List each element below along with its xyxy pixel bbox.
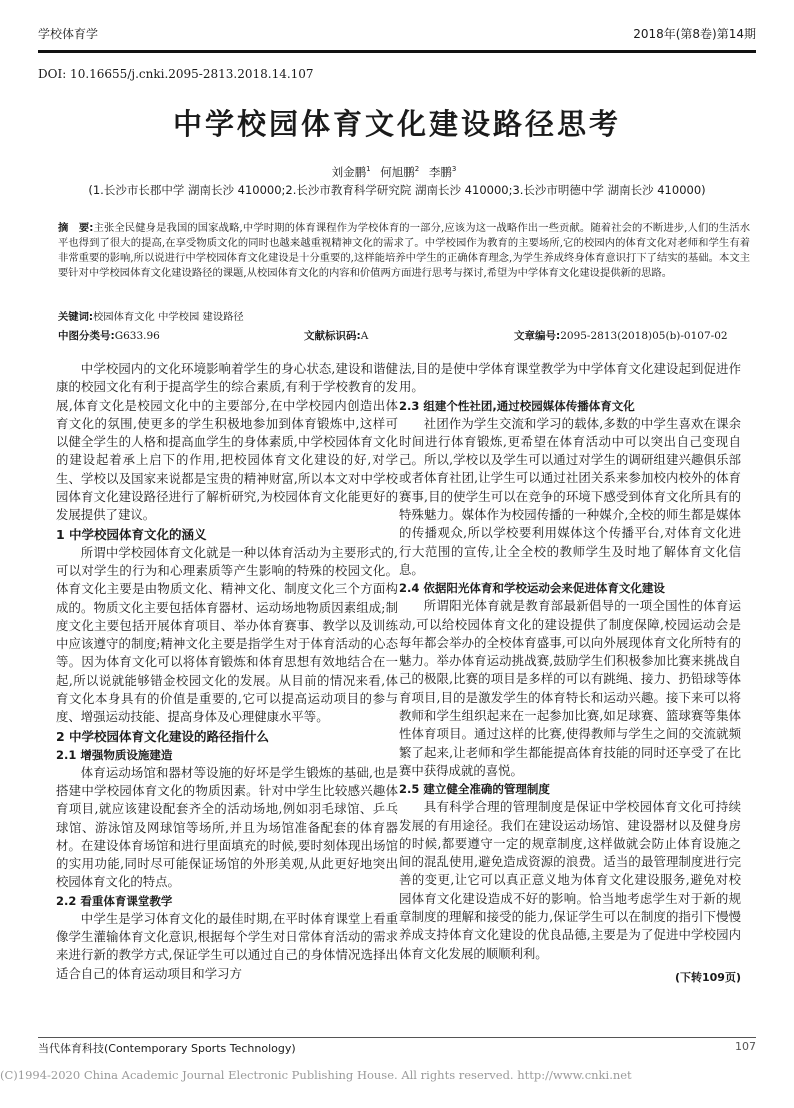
journal-name: 当代体育科技(Contemporary Sports Technology) bbox=[38, 1042, 296, 1055]
section-2-3-paragraph: 社团作为学生交流和学习的载体,多数的中学生喜欢在课余时间进行体育锻炼,更希望在体育活动中可以突出自己变现自己。所以,学校以及学生可以通过对学生的调研组建兴趣俱乐部或者体育社团,让学生可以通过社团关系来参加校内校外的体育赛事,目的使学生可以在竞争的环境下感受到体育文化所具有的特殊魅力。媒体作为校园传播的一种媒介,全校的师生都是媒体的传播观众,所以学校要利用媒体这个传播平台,对体育文化进行大范围的宣传,让全全校的教师学生及时地了解体育文化信息。 bbox=[399, 415, 741, 577]
section-2-5-paragraph: 具有科学合理的管理制度是保证中学校园体育文化可持续发展的有用途径。我们在建设运动场馆、建设器材以及健身房的时候,都要遵守一定的规章制度,这样做就会防止体育设施之间的混乱使用,避免造成资源的浪费。适当的最管理制度进行完善的变更,让它可以真正意义地为体育文化建设服务,避免对校园体育文化建设造成不好的影响。恰当地考虑学生对于新的规章制度的理解和接受的能力,保证学生可以在制度的指引下慢慢养成支持体育文化建设的优良品德,主要是为了促进中学校园内体育文化发展的顺顺利利。 bbox=[399, 799, 741, 961]
author-affil-mark: 3 bbox=[451, 165, 457, 174]
issue-info: 2018年(第8卷)第14期 bbox=[633, 27, 756, 41]
section-2-2-paragraph-continued: 法,目的是使中学体育课堂教学为中学体育文化建设起到促进作用。 bbox=[399, 361, 741, 395]
page-number: 107 bbox=[735, 1040, 756, 1053]
section-2-heading: 2 中学校园体育文化建设的路径指什么 bbox=[56, 728, 270, 744]
section-2-4-heading: 2.4 依据阳光体育和学校运动会来促进体育文化建设 bbox=[399, 581, 665, 596]
copyright-notice: (C)1994-2020 China Academic Journal Electronic Publishing House. All rights reserved. http://www.cnki.net bbox=[0, 1068, 632, 1082]
section-1-paragraph: 所谓中学校园体育文化就是一种以体育活动为主要形式的,可以对学生的行为和心理素质等产生影响的特殊的校园文化。体育文化主要是由物质文化、精神文化、制度文化三个方面构成的。物质文化主要包括体育器材、运动场地物质因素组成;制度文化主要包括开展体育项目、举办体育赛事、教学以及训练中应该遵守的制度;精神文化主要是指学生对于体育活动的心态等。因为体育文化可以将体育锻炼和体育思想有效地结合在一起,所以说就能够错金校园文化的发展。从目前的情况来看,体育文化本身具有的价值是重要的,它可以提高运动项目的参与度、增强运动技能、提高身体及心理健康水平等。 bbox=[56, 544, 398, 725]
section-2-2-heading: 2.2 看重体育课堂教学 bbox=[56, 893, 173, 908]
article-number: 文章编号:2095-2813(2018)05(b)-0107-02 bbox=[514, 330, 728, 342]
section-2-2-paragraph: 中学生是学习体育文化的最佳时期,在平时体育课堂上看重像学生灌输体育文化意识,根据每个学生对日常体育活动的需求来进行新的教学方式,保证学生可以通过自己的身体情况选择出适合自己的体育运动项目和学习方 bbox=[56, 910, 398, 981]
author-list bbox=[0, 164, 794, 180]
section-2-3-heading: 2.3 组建个性社团,通过校园媒体传播体育文化 bbox=[399, 398, 635, 413]
section-2-4-paragraph: 所谓阳光体育就是教育部最新倡导的一项全国性的体育运动,可以给校园体育文化的建设提供了制度保障,校园运动会是每年都会举办的全校体育盛事,可以向外展现体育文化所特有的魅力。举办体育运动挑战赛,鼓励学生们积极参加比赛来挑战自己的极限,比赛的项目是多样的可以有跳绳、接力、扔铅球等体育项目,目的是激发学生的体育特长和运动兴趣。接下来可以将教师和学生组织起来在一起参加比赛,如足球赛、篮球赛等集体性体育项目。通过这样的比赛,使得教师与学生之间的交流就频繁了起来,让老师和学生都能提高体育技能的同时还享受了在比赛中获得成就的喜悦。 bbox=[399, 598, 741, 778]
author: 刘金鹏 bbox=[331, 165, 367, 179]
section-2-5-heading: 2.5 建立健全准确的管理制度 bbox=[399, 782, 550, 797]
classification-row bbox=[58, 328, 750, 344]
footer-rule bbox=[38, 1037, 756, 1038]
doi[interactable]: DOI: 10.16655/j.cnki.2095-2813.2018.14.107 bbox=[38, 67, 314, 81]
keywords bbox=[58, 308, 750, 323]
author-affil-mark: 2 bbox=[414, 165, 420, 174]
affiliations: (1.长沙市长郡中学 湖南长沙 410000;2.长沙市教育科学研究院 湖南长沙 410000;3.长沙市明德中学 湖南长沙 410000) bbox=[88, 183, 706, 197]
body-column-left bbox=[56, 360, 398, 983]
body-column-right bbox=[399, 360, 741, 987]
section-1-heading: 1 中学校园体育文化的涵义 bbox=[56, 526, 207, 542]
abstract-text: 主张全民健身是我国的国家战略,中学时期的体育课程作为学校体育的一部分,应该为这一战略作出一些贡献。随着社会的不断进步,人们的生活水平也得到了很大的提高,在享受物质文化的同时也越来越重视精神文化的需求了。中学校园作为教育的主要场所,它的校园内的体育文化对老师和学生有着非常重要的影响,所以说进行中学校园体育文化建设是十分重要的,这样能培养中学生的正确体育理念,为学生养成终身体育意识打下了结实的基础。本文主要针对中学校园体育文化建设路径的课题,从校园体育文化的内容和价值两方面进行思考与探讨,希望为中学体育文化建设提供新的思路。 bbox=[58, 222, 750, 279]
journal-section: 学校体育学 bbox=[38, 27, 99, 41]
abstract-label: 摘 要: bbox=[58, 222, 94, 234]
running-header bbox=[38, 25, 756, 45]
section-2-1-heading: 2.1 增强物质设施建造 bbox=[56, 747, 173, 762]
running-footer bbox=[38, 1040, 756, 1056]
section-2-1-paragraph: 体育运动场馆和器材等设施的好坏是学生锻炼的基础,也是搭建中学校园体育文化的物质因素。针对中学生比较感兴趣体育项目,就应该建设配套齐全的活动场地,例如羽毛球馆、乒乓球馆、游泳馆及网球馆等场所,并且为场馆准备配套的体育器材。在建设体育场馆和进行里面填充的时候,要时刻体现出场馆的实用功能,同时尽可能保证场馆的外形美观,从此更好地突出校园体育文化的特点。 bbox=[56, 764, 398, 890]
clc-number: 中图分类号:G633.96 bbox=[58, 330, 160, 342]
intro-paragraph: 中学校园内的文化环境影响着学生的身心状态,建设和谐健康的校园文化有利于提高学生的综合素质,有利于学校教育的发展,体育文化是校园文化中的主要部分,在中学校园内创造出体育文化的氛围,使更多的学生积极地参加到体育锻炼中,这样可以健全学生的人格和提高血学生的身体素质,中学校园体育文化的建设起着承上启下的作用,把校园体育文化建设的好,对学生、学校以及国家来说都是宝贵的精神财富,所以本文对中学校园体育文化建设路径进行了解析研究,为校园体育文化能更好的发展提供了建议。 bbox=[56, 361, 398, 523]
keywords-text: 校园体育文化 中学校园 建设路径 bbox=[93, 311, 244, 323]
document-code: 文献标识码:A bbox=[304, 330, 369, 342]
continued-note: (下转109页) bbox=[674, 970, 741, 984]
author: 何旭鹏 bbox=[380, 165, 415, 179]
author: 李鹏 bbox=[428, 165, 452, 179]
abstract bbox=[58, 221, 750, 281]
article-title: 中学校园体育文化建设路径思考 bbox=[172, 107, 621, 141]
header-rule bbox=[38, 50, 756, 53]
keywords-label: 关键词: bbox=[58, 311, 94, 323]
author-affil-mark: 1 bbox=[366, 165, 371, 174]
